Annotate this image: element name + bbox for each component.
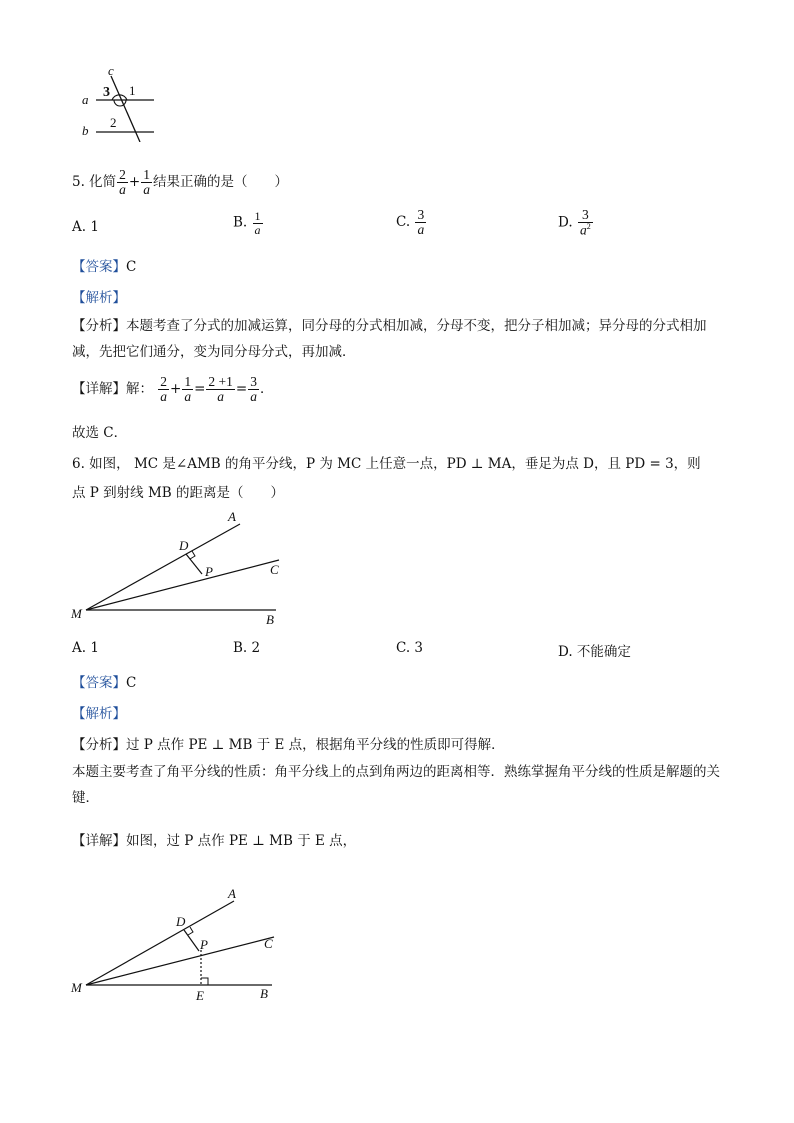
point-C-label-2: C	[264, 936, 273, 951]
q5-jiexi-heading: 【解析】	[72, 290, 126, 306]
q5-fraction-1: $\frac{2}{a}$	[119, 167, 126, 198]
angle-2-label: 2	[110, 115, 117, 130]
q6-detail: 【详解】如图，过 P 点作 PE ⊥ MB 于 E 点，	[72, 833, 357, 849]
q6-option-a: A. 1	[72, 640, 99, 656]
point-A-label: A	[228, 509, 236, 524]
angle-bisector-figure	[66, 506, 296, 630]
q6-summary: 本题主要考查了角平分线的性质：角平分线上的点到角两边的距离相等．熟练掌握角平分线的性质是解题的关键．	[72, 764, 720, 806]
q5-option-a: A. 1	[72, 219, 99, 235]
point-A-label-2: A	[228, 886, 236, 901]
label-c: c	[108, 66, 114, 78]
q5-prefix: 5. 化简	[72, 174, 117, 191]
q6-analysis: 【分析】过 P 点作 PE ⊥ MB 于 E 点，根据角平分线的性质即可得解．	[72, 737, 505, 753]
q5-suffix: 结果正确的是（ ）	[152, 174, 288, 191]
q5-stem	[72, 168, 288, 197]
point-P-label: P	[205, 564, 213, 579]
point-B-label-2: B	[260, 986, 268, 1001]
angle-bisector-solution-figure	[66, 884, 296, 1006]
q6-stem-line2: 点 P 到射线 MB 的距离是（ ）	[72, 485, 284, 501]
q5-detail: 【详解】解： $\frac{2}{a}$ + $\frac{1}{a}$ = $\frac{2 +1}{a}$ = $\frac{3}{a}$ ．	[72, 374, 274, 405]
q6-stem-line1: 6. 如图， MC 是∠AMB 的角平分线，P 为 MC 上任意一点，PD ⊥ MA，垂足为点 D，且 PD = 3，则	[72, 456, 701, 472]
label-b: b	[82, 123, 89, 138]
point-D-label: D	[179, 538, 189, 553]
q6-option-c: C. 3	[396, 640, 424, 656]
angle-1-label: 1	[129, 83, 136, 98]
point-D-label-2: D	[176, 914, 186, 929]
point-E-label: E	[196, 988, 204, 1003]
q5-analysis: 【分析】本题考查了分式的加减运算，同分母的分式相加减，分母不变，把分子相加减；异分母的分式相加减，先把它们通分，变为同分母分式，再加减．	[72, 318, 707, 360]
point-P-label-2: P	[200, 937, 208, 952]
point-B-label: B	[266, 612, 274, 627]
parallel-lines-figure	[78, 66, 168, 142]
q5-conclusion: 故选 C．	[72, 425, 128, 441]
q5-option-d: D. $\frac{3}{a^2}$	[558, 207, 591, 238]
label-a: a	[82, 92, 89, 107]
plus-sign: +	[128, 174, 141, 191]
angle-3-label: 3	[103, 85, 110, 100]
q5-answer: 【答案】C	[72, 259, 137, 275]
q5-fraction-2: $\frac{1}{a}$	[143, 167, 150, 198]
q5-option-b: B. $\frac{1}{a}$	[233, 209, 261, 237]
point-M-label-2: M	[71, 980, 82, 995]
q6-option-d: D. 不能确定	[558, 644, 631, 660]
q6-answer: 【答案】C	[72, 675, 137, 691]
point-M-label: M	[71, 606, 82, 621]
q6-option-b: B. 2	[233, 640, 261, 656]
q6-jiexi-heading: 【解析】	[72, 706, 126, 722]
point-C-label: C	[270, 562, 279, 577]
q5-option-c: C. $\frac{3}{a}$	[396, 207, 425, 238]
